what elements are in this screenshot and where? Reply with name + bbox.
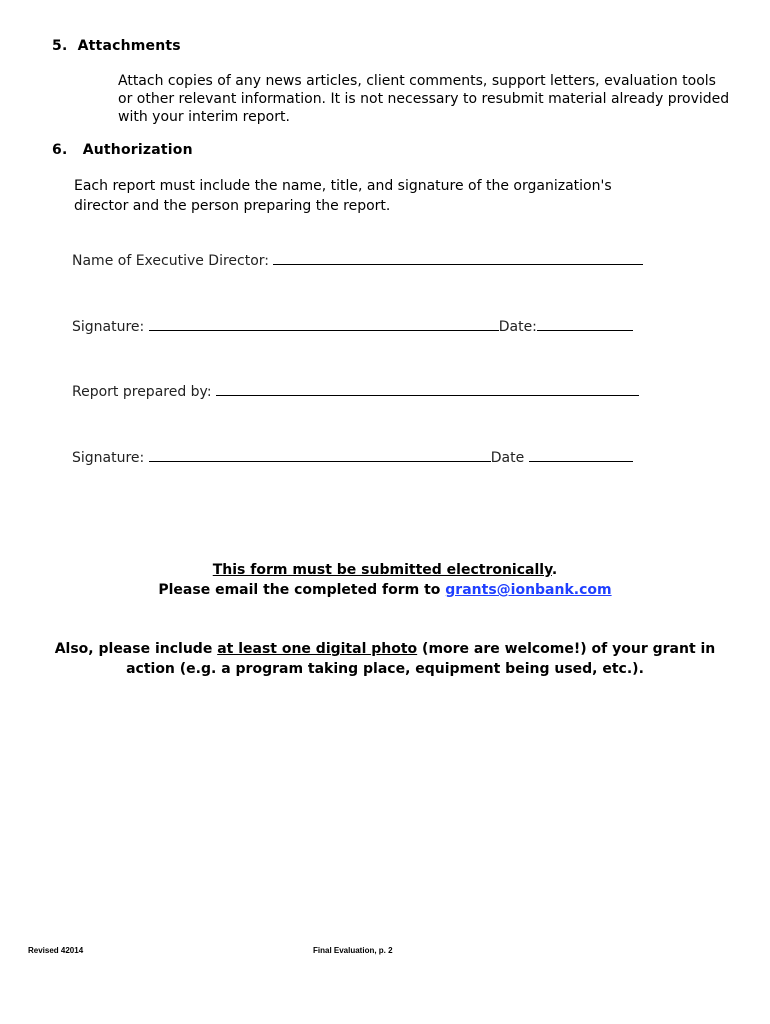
paragraph-line: Attach copies of any news articles, client comments, support letters, evaluation tools (118, 73, 716, 89)
paragraph-line: Each report must include the name, title, and signature of the organization's (74, 178, 612, 194)
photo-note-prefix: Also, please include (54, 641, 213, 657)
submission-line-1 (0, 560, 770, 580)
prepared-by-label: Report prepared by: (72, 384, 212, 400)
section-title: Authorization (82, 142, 193, 158)
date1-field[interactable] (537, 315, 633, 331)
section-6-heading (52, 142, 193, 158)
exec-director-row (72, 249, 643, 269)
attachments-paragraph (118, 72, 729, 126)
signature2-row (72, 446, 633, 466)
photo-note-emphasis: at least one digital photo (217, 641, 418, 657)
section-number: 6. (52, 142, 68, 158)
exec-director-field[interactable] (273, 249, 643, 265)
signature1-label: Signature: (72, 319, 145, 335)
prepared-by-row (72, 380, 639, 400)
email-link[interactable]: grants@ionbank.com (445, 582, 612, 598)
paragraph-line: or other relevant information. It is not necessary to resubmit material already provided (118, 91, 730, 107)
footer-page-number: Final Evaluation, p. 2 (313, 946, 393, 955)
signature1-row (72, 315, 633, 335)
submission-line-2 (0, 580, 770, 600)
submission-notice (0, 560, 770, 600)
period: . (551, 562, 558, 578)
signature2-label: Signature: (72, 450, 145, 466)
date2-field[interactable] (529, 446, 633, 462)
authorization-paragraph (74, 176, 612, 216)
photo-note-line-1 (0, 639, 770, 659)
exec-director-label: Name of Executive Director: (72, 253, 270, 269)
section-title: Attachments (77, 38, 181, 54)
paragraph-line: with your interim report. (118, 109, 290, 125)
photo-note-suffix: (more are welcome!) of your grant in (422, 641, 716, 657)
photo-note (0, 639, 770, 679)
signature2-field[interactable] (149, 446, 491, 462)
photo-note-line-2: action (e.g. a program taking place, equipment being used, etc.). (126, 661, 644, 677)
date2-label: Date (490, 450, 525, 466)
date1-label: Date: (498, 319, 537, 335)
section-number: 5. (52, 38, 68, 54)
footer-revised: Revised 42014 (28, 946, 84, 955)
section-5-heading (52, 38, 181, 54)
signature1-field[interactable] (149, 315, 499, 331)
prepared-by-field[interactable] (216, 380, 639, 396)
submit-electronically-text: This form must be submitted electronically (212, 562, 552, 578)
email-prompt: Please email the completed form to (158, 582, 441, 598)
paragraph-line: director and the person preparing the report. (74, 198, 391, 214)
